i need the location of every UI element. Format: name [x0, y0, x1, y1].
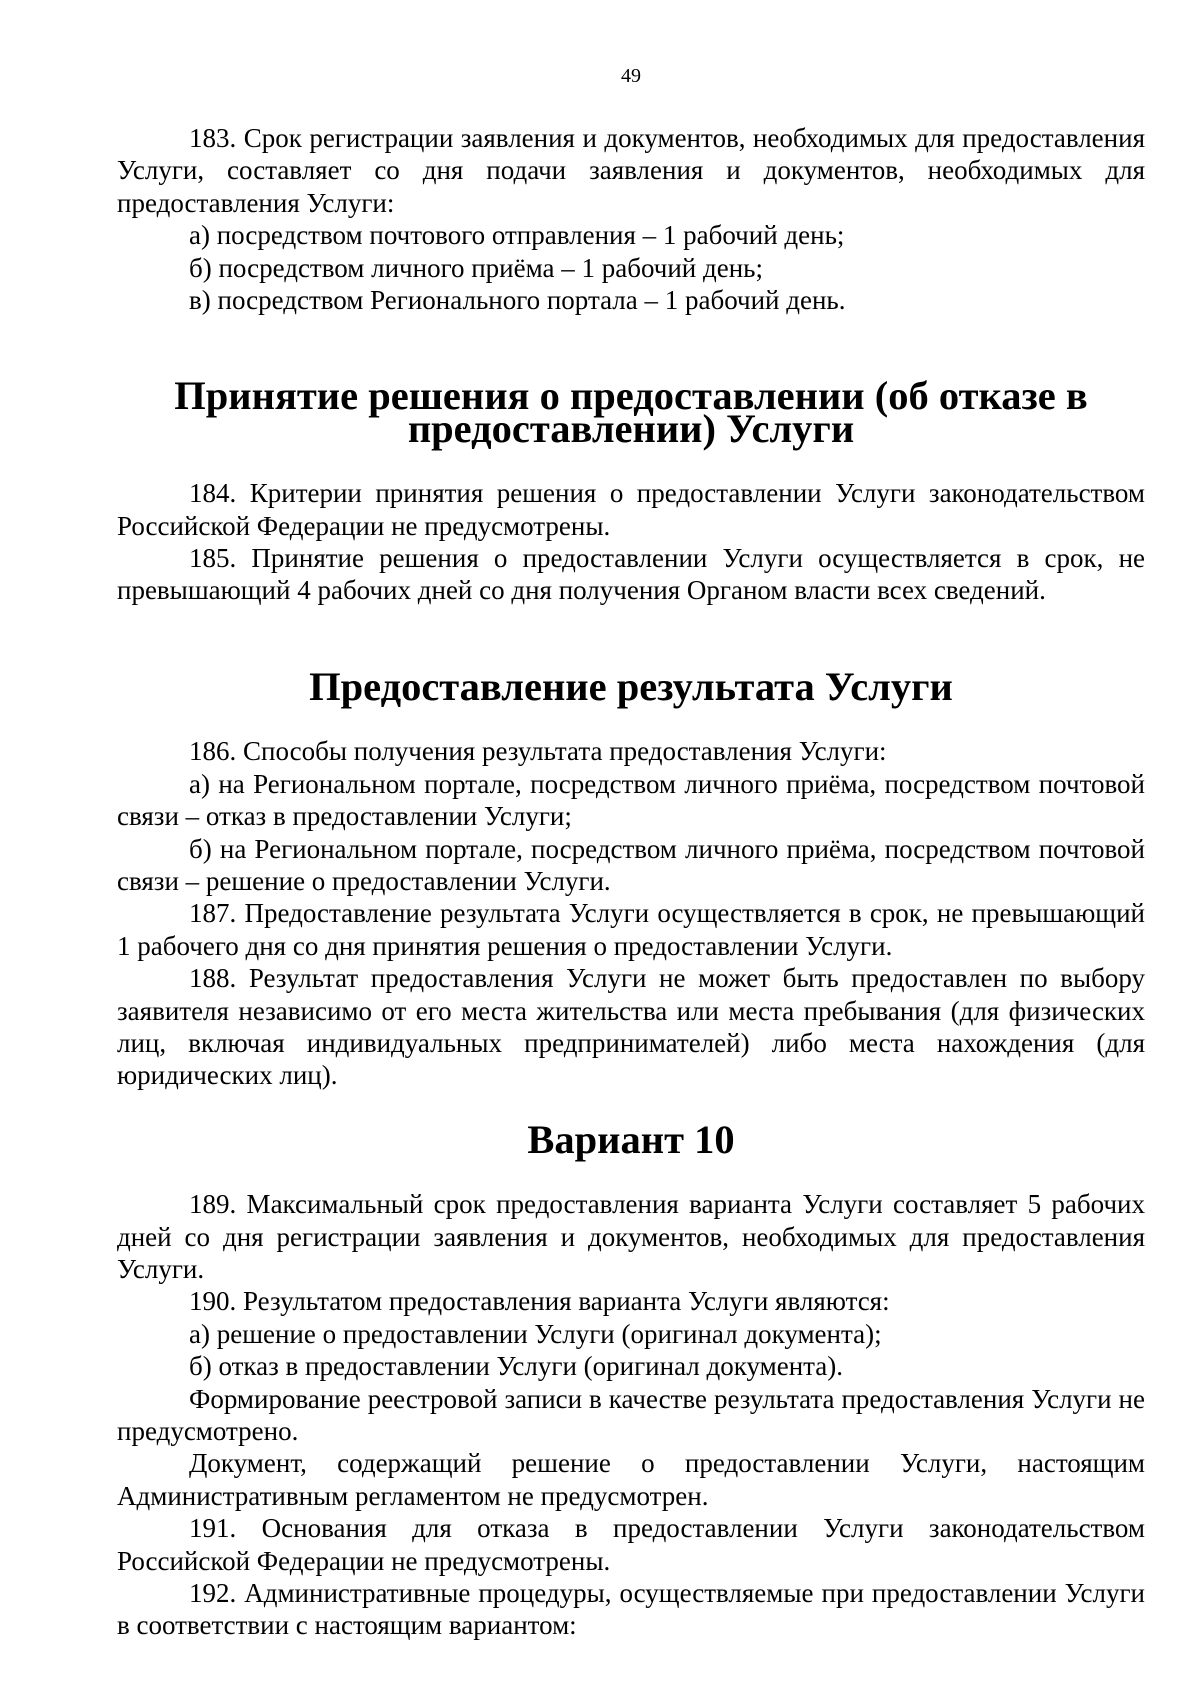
paragraph-184: 184. Критерии принятия решения о предоставлении Услуги законодательством Российской Федерации не предусмотрены.: [117, 478, 1145, 541]
paragraph-183-v: в) посредством Регионального портала – 1 рабочий день.: [189, 285, 846, 316]
paragraph-183-a: а) посредством почтового отправления – 1 рабочий день;: [189, 220, 845, 251]
paragraph-187: 187. Предоставление результата Услуги осуществляется в срок, не превышающий 1 рабочего дня со дня принятия решения о предоставлении Услуги.: [117, 898, 1145, 961]
spacer: [117, 607, 1145, 639]
paragraph-185: 185. Принятие решения о предоставлении Услуги осуществляется в срок, не превышающий 4 рабочих дней со дня получения Органом власти всех сведений.: [117, 543, 1145, 606]
paragraph-190-a: а) решение о предоставлении Услуги (оригинал документа);: [189, 1318, 882, 1349]
paragraph-186: 186. Способы получения результата предоставления Услуги:: [189, 736, 887, 767]
paragraph-190: 190. Результатом предоставления варианта Услуги являются:: [189, 1286, 890, 1317]
paragraph-183-b: б) посредством личного приёма – 1 рабочий день;: [189, 252, 763, 283]
paragraph-192: 192. Административные процедуры, осуществляемые при предоставлении Услуги в соответствии с настоящим вариантом:: [117, 1578, 1145, 1641]
paragraph-189: 189. Максимальный срок предоставления варианта Услуги составляет 5 рабочих дней со дня регистрации заявления и документов, необходимых для предоставления Услуги.: [117, 1189, 1145, 1284]
section-heading-result: Предоставление результата Услуги: [309, 663, 953, 709]
paragraph-registry-record: Формирование реестровой записи в качестве результата предоставления Услуги не предусмотрено.: [117, 1383, 1145, 1446]
paragraph-186-b: б) на Региональном портале, посредством личного приёма, посредством почтовой связи – решение о предоставлении Услуги.: [117, 833, 1145, 896]
paragraph-186-a: а) на Региональном портале, посредством личного приёма, посредством почтовой связи – отказ в предоставлении Услуги;: [117, 768, 1145, 832]
section-heading-decision: Принятие решения о предоставлении (об отказе в предоставлении) Услуги: [174, 373, 1088, 451]
paragraph-191: 191. Основания для отказа в предоставлении Услуги законодательством Российской Федерации не предусмотрены.: [117, 1513, 1145, 1576]
paragraph-document-decision: Документ, содержащий решение о предоставлении Услуги, настоящим Административным регламентом не предусмотрен.: [117, 1448, 1145, 1511]
spacer: [117, 316, 1145, 348]
section-heading-variant-10: Вариант 10: [527, 1116, 735, 1162]
page-number: 49: [621, 65, 641, 87]
paragraph-183: 183. Срок регистрации заявления и документов, необходимых для предоставления Услуги, составляет со дня подачи заявления и документов, необходимых для предоставления Услуги:: [117, 123, 1145, 218]
paragraph-188: 188. Результат предоставления Услуги не может быть предоставлен по выбору заявителя независимо от его места жительства или места пребывания (для физических лиц, включая индивидуальных предпринимателей) либо места нахождения (для юридических лиц).: [117, 963, 1145, 1091]
paragraph-190-b: б) отказ в предоставлении Услуги (оригинал документа).: [189, 1351, 844, 1382]
